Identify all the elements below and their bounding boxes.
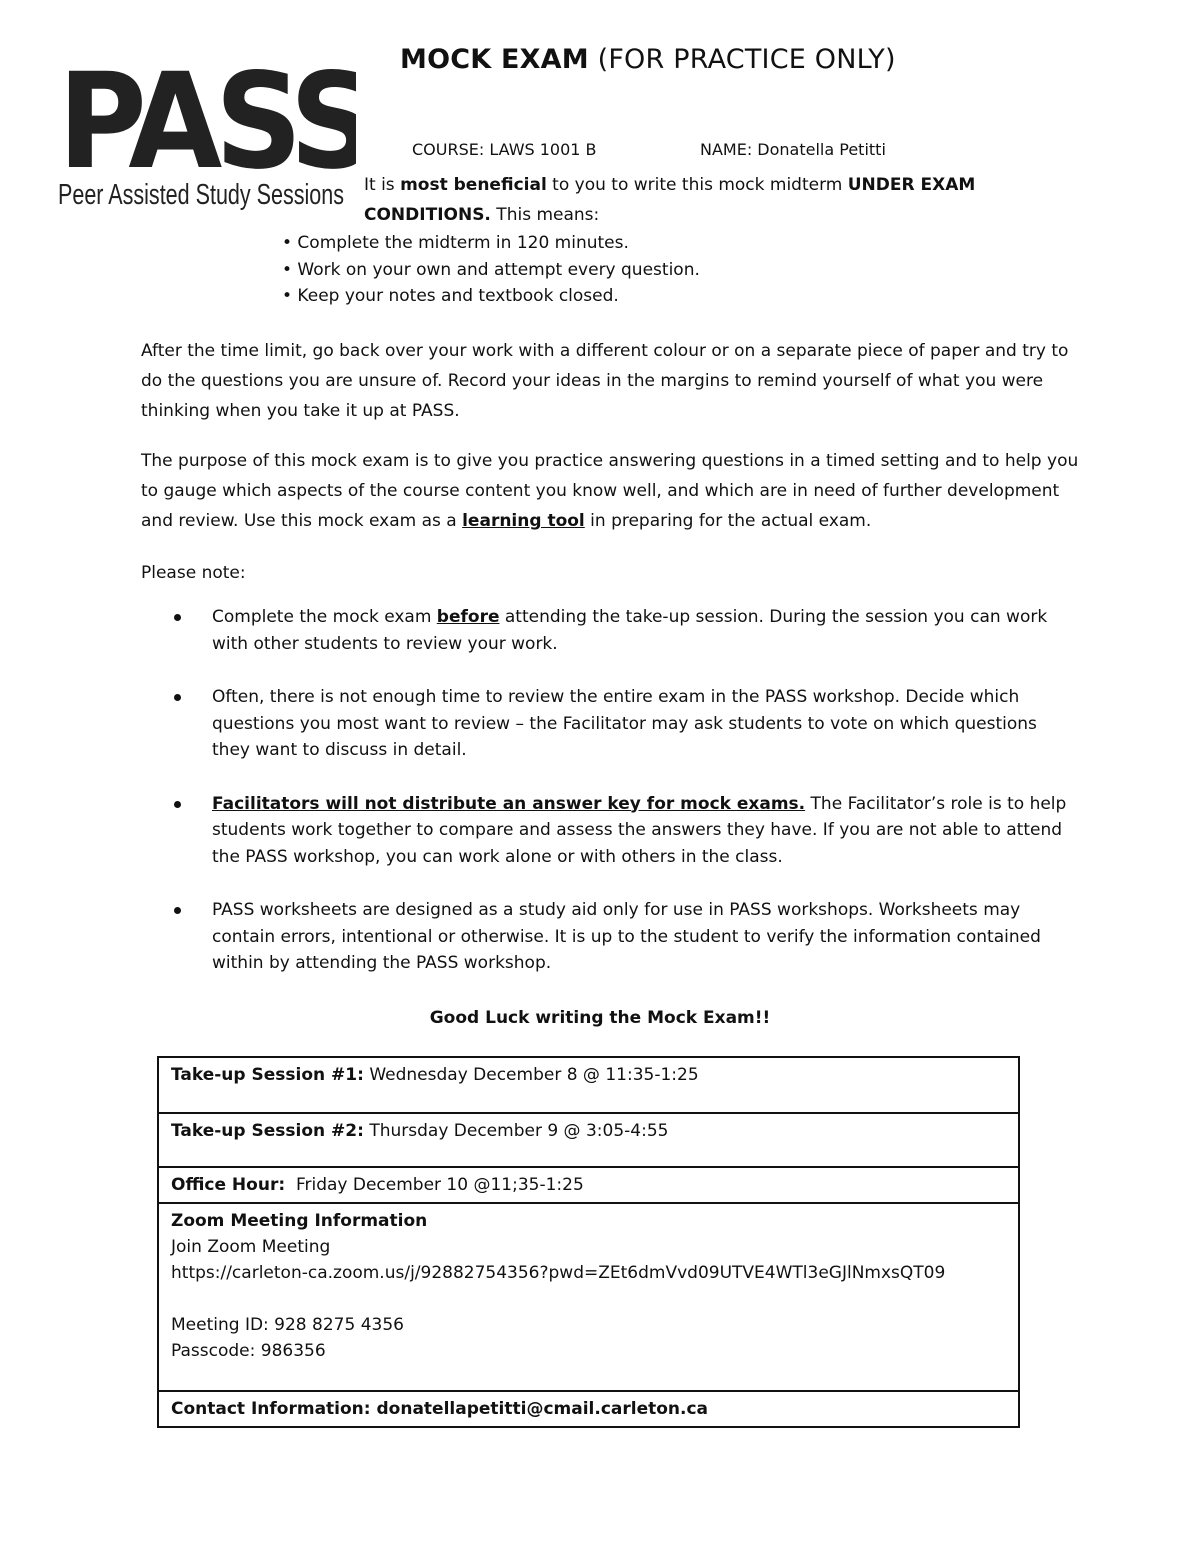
list-item — [141, 897, 1071, 977]
intro-text-3: This means: — [490, 205, 600, 225]
conditions-list — [282, 230, 700, 310]
zoom-join-text: Join Zoom Meeting — [171, 1237, 331, 1257]
title-rest: (FOR PRACTICE ONLY) — [597, 44, 896, 75]
table-row — [158, 1057, 1019, 1113]
bullet-icon — [174, 801, 181, 808]
learning-tool-emphasis: learning tool — [462, 511, 585, 531]
purpose-paragraph — [141, 446, 1081, 536]
intro-paragraph — [364, 170, 1004, 230]
zoom-title: Zoom Meeting Information — [171, 1211, 428, 1231]
sessions-table — [157, 1056, 1020, 1428]
zoom-info-cell — [158, 1203, 1019, 1391]
session-1-label: Take-up Session #1: — [171, 1065, 364, 1085]
intro-bold-2: UNDER EXAM CONDITIONS. — [364, 175, 976, 225]
name-field: NAME: Donatella Petitti — [700, 140, 886, 159]
note-emphasis: Facilitators will not distribute an answer key for mock exams. — [212, 793, 806, 814]
contact-info: Contact Information: donatellapetitti@cmail.carleton.ca — [171, 1399, 709, 1419]
session-2-value: Thursday December 9 @ 3:05-4:55 — [363, 1121, 669, 1141]
office-hour-value: Friday December 10 @11;35-1:25 — [285, 1175, 584, 1195]
list-item — [141, 684, 1071, 764]
passcode: Passcode: 986356 — [171, 1341, 326, 1361]
table-row — [158, 1203, 1019, 1391]
list-item — [141, 604, 1071, 657]
pass-logo — [56, 34, 356, 214]
title-bold: MOCK EXAM — [400, 44, 589, 75]
condition-item: • Keep your notes and textbook closed. — [282, 286, 619, 306]
meeting-id: Meeting ID: 928 8275 4356 — [171, 1315, 404, 1335]
bullet-icon — [174, 694, 181, 701]
bullet-icon — [174, 907, 181, 914]
page-title — [400, 44, 896, 75]
intro-text-1: It is — [364, 175, 401, 195]
bullet-icon — [174, 614, 181, 621]
intro-text-2: to you to write this mock midterm — [546, 175, 848, 195]
condition-item: • Complete the midterm in 120 minutes. — [282, 233, 629, 253]
note-text: Often, there is not enough time to review the entire exam in the PASS workshop. Decide which questions you most want to review – the Facilitator may ask students to vote on which questions they want to discuss in detail. — [212, 687, 1037, 760]
good-luck-message: Good Luck writing the Mock Exam!! — [429, 1008, 771, 1028]
session-2-cell — [158, 1113, 1019, 1167]
session-2-label: Take-up Session #2: — [171, 1121, 364, 1141]
please-note-heading: Please note: — [141, 563, 246, 583]
office-hour-cell — [158, 1167, 1019, 1203]
list-item — [141, 791, 1071, 871]
purpose-text-b: in preparing for the actual exam. — [584, 511, 872, 531]
table-row — [158, 1391, 1019, 1427]
contact-cell — [158, 1391, 1019, 1427]
note-text: PASS worksheets are designed as a study aid only for use in PASS workshops. Worksheets may contain errors, intentional or otherwise. It is up to the student to verify the information contained within by attending the PASS workshop. — [212, 900, 1041, 973]
notes-list — [141, 604, 1071, 1004]
session-1-cell — [158, 1057, 1019, 1113]
session-1-value: Wednesday December 8 @ 11:35-1:25 — [363, 1065, 699, 1085]
note-text: attending the take-up session. During the session you can work with other students to review your work. — [212, 607, 1048, 654]
intro-bold-1: most beneficial — [400, 175, 547, 195]
logo-tagline: Peer Assisted Study Sessions — [58, 179, 344, 211]
office-hour-label: Office Hour: — [171, 1175, 286, 1195]
note-text: Complete the mock exam — [212, 607, 437, 627]
logo-word: PASS — [57, 44, 356, 199]
note-emphasis: before — [436, 607, 500, 627]
table-row — [158, 1167, 1019, 1203]
course-field: COURSE: LAWS 1001 B — [412, 140, 597, 159]
purpose-text-a: The purpose of this mock exam is to give you practice answering questions in a timed setting and to help you to gauge which aspects of the course content you know well, and which are in need of further development and review. Use this mock exam as a — [141, 451, 1079, 531]
condition-item: • Work on your own and attempt every question. — [282, 259, 700, 280]
zoom-link[interactable]: https://carleton-ca.zoom.us/j/92882754356?pwd=ZEt6dmVvd09UTVE4WTl3eGJlNmxsQT09 — [171, 1263, 946, 1283]
after-paragraph: After the time limit, go back over your work with a different colour or on a separate piece of paper and try to do the questions you are unsure of. Record your ideas in the margins to remind yourself of what you were thinking when you take it up at PASS. — [141, 341, 1069, 421]
table-row — [158, 1113, 1019, 1167]
note-text: The Facilitator’s role is to help students work together to compare and assess the answers they have. If you are not able to attend the PASS workshop, you can work alone or with others in the class. — [212, 793, 1067, 867]
